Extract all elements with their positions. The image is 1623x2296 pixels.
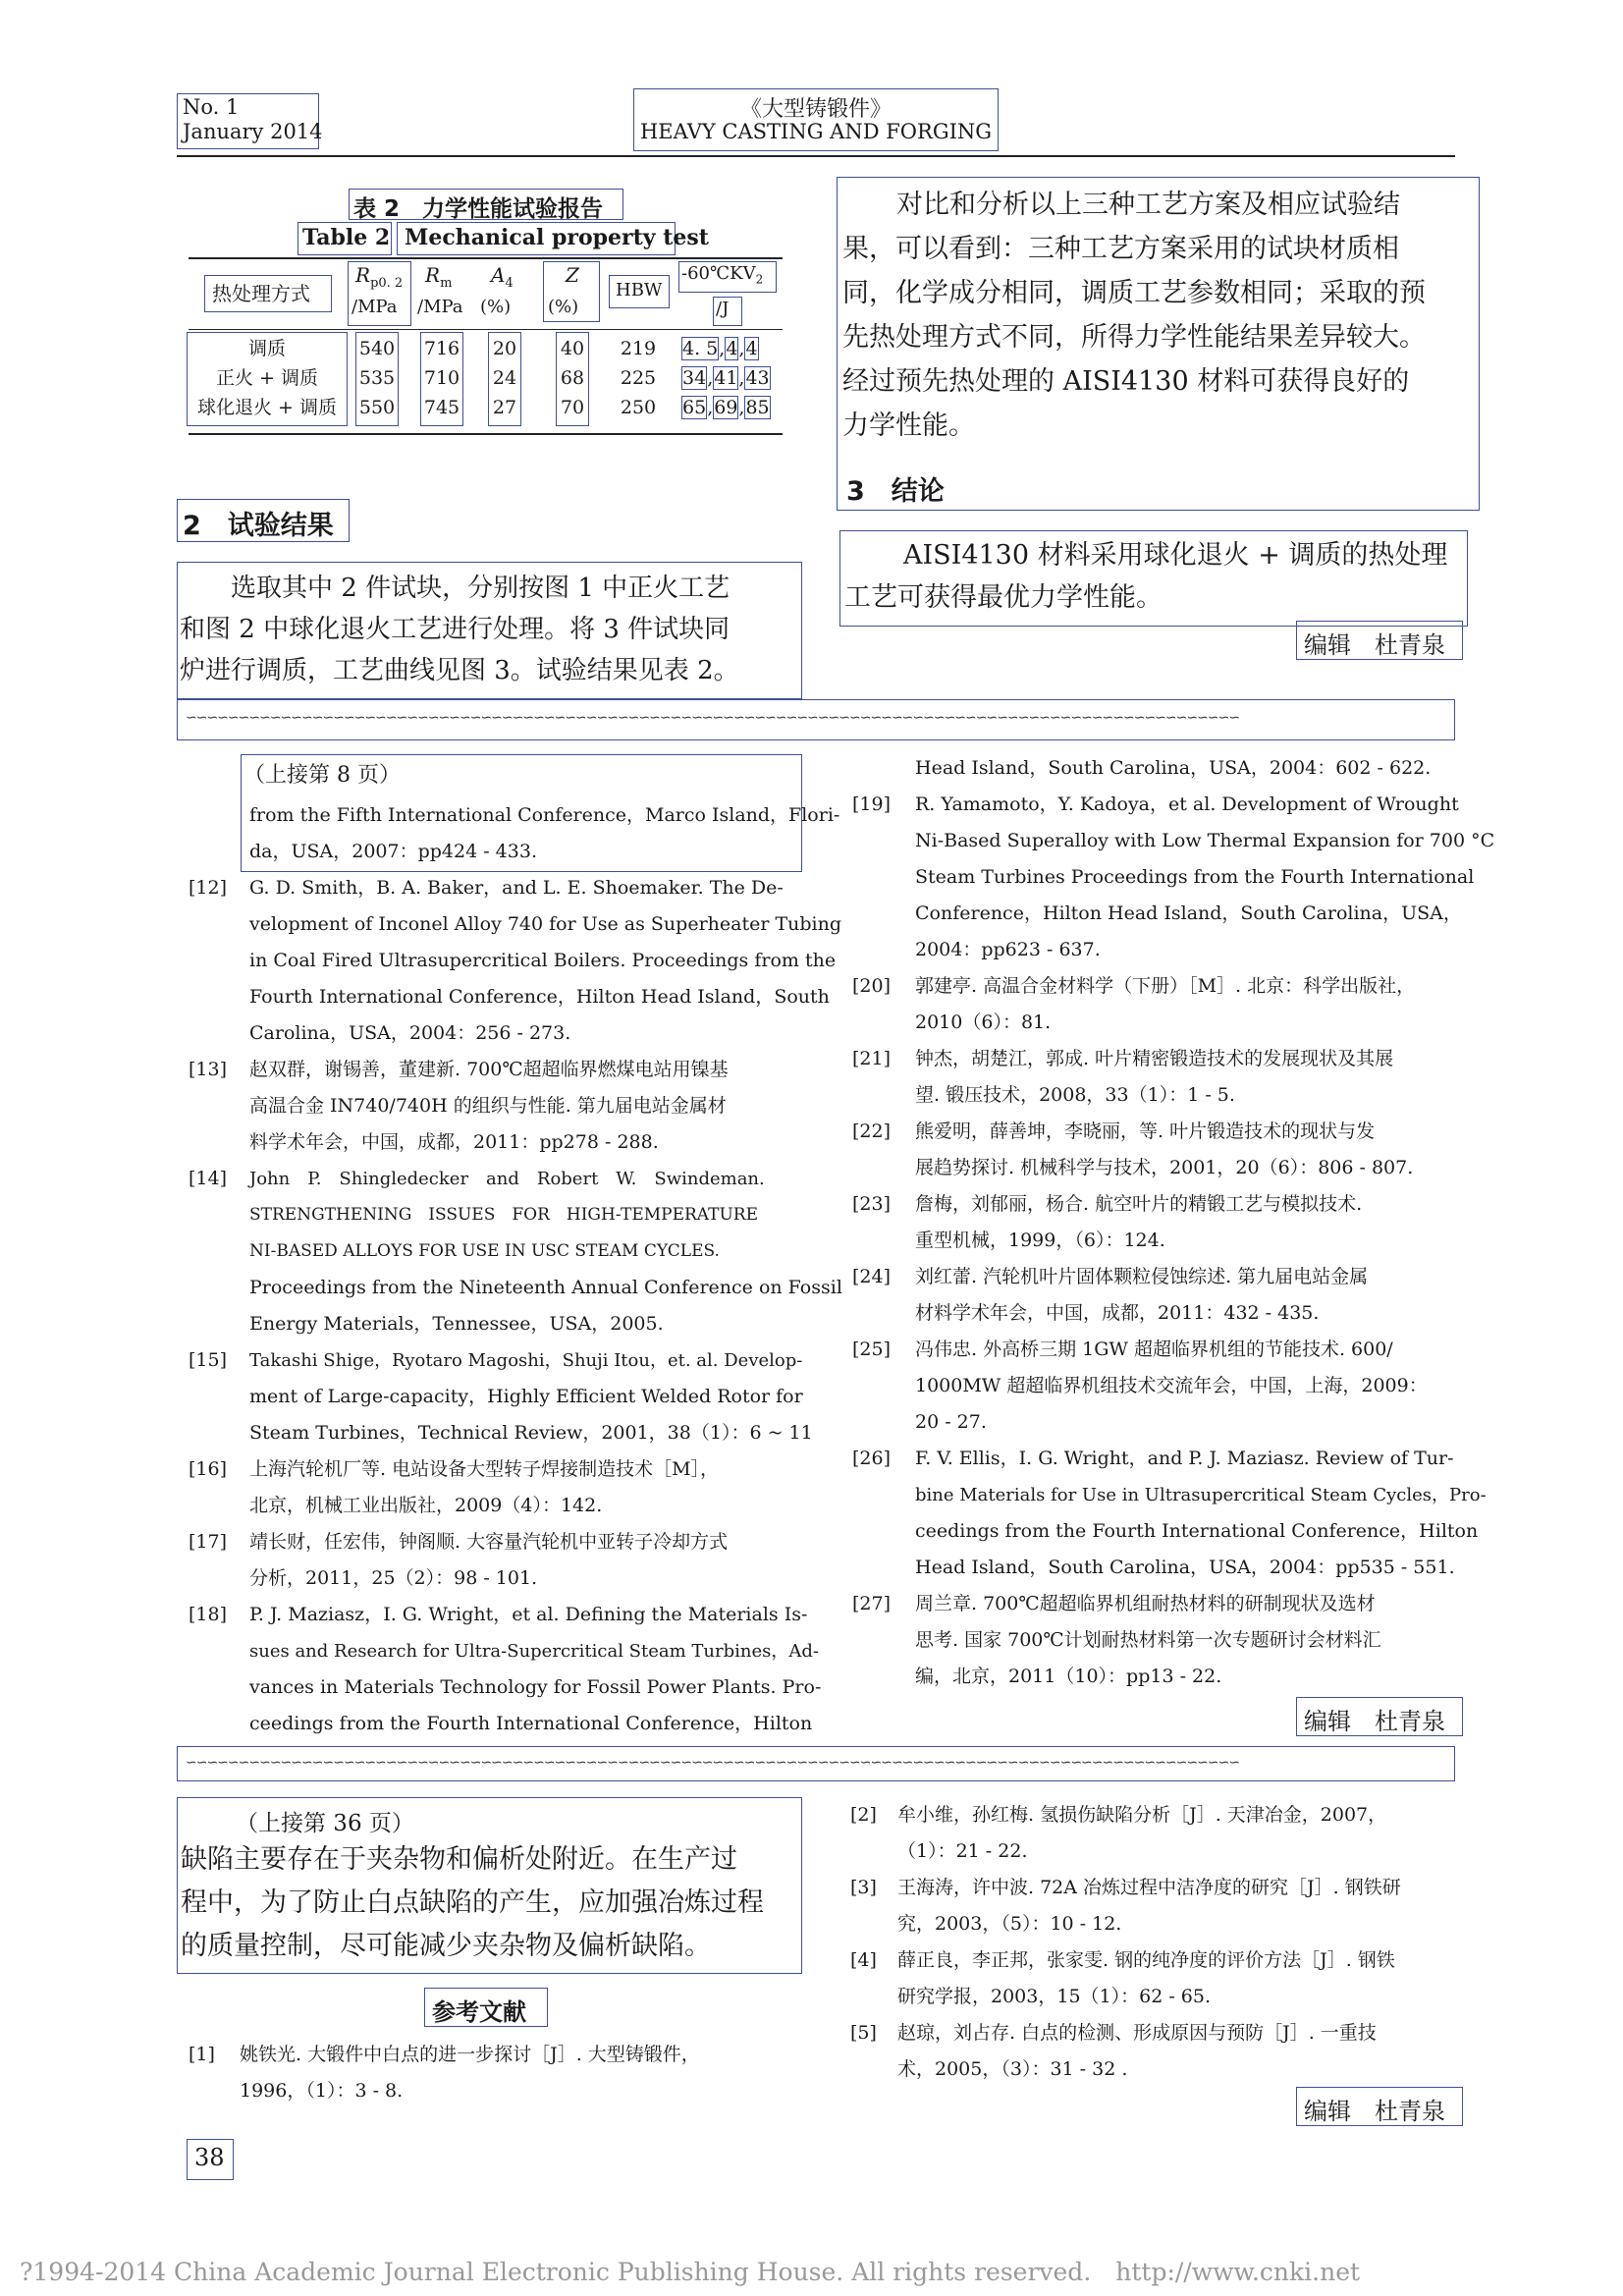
- td-kv-row: 4. 5,4,4: [682, 338, 758, 359]
- bottom-body: [181, 1838, 764, 1968]
- section2-body: [180, 568, 739, 691]
- ref-number: [21]: [852, 1048, 892, 1069]
- editor-credit: 编辑 杜青泉: [1304, 631, 1445, 659]
- ref-item: [3] 王海涛，许中波. 72A 冶炼过程中洁净度的研究［J］. 钢铁研 究，2003，（5）：10 - 12.: [846, 1870, 1465, 1942]
- paragraph-line: 工艺可获得最优力学性能。: [844, 582, 1163, 613]
- table-top-rule: [189, 257, 783, 259]
- ref-item: [5] 赵琼，刘占存. 白点的检测、形成原因与预防［J］. 一重技 术，2005，（3）：31 - 32 .: [846, 2015, 1465, 2088]
- issue-number: No. 1: [183, 95, 240, 119]
- divider-wave: [177, 699, 1455, 740]
- ref-item: [13] 赵双群，谢锡善，董建新. 700℃超超临界燃煤电站用镍基 高温合金 IN740/740H 的组织与性能. 第九届电站金属材 料学术年会，中国，成都，2011：pp278 - 288.: [187, 1052, 803, 1161]
- td-rm: 745: [423, 397, 460, 418]
- ref-number: [13]: [189, 1059, 228, 1080]
- ref-number: [3]: [850, 1877, 877, 1898]
- td-z-col: [556, 334, 589, 422]
- table-title-en-label-text: Table 2: [302, 225, 391, 250]
- table-title-en-text: Mechanical property test: [405, 225, 709, 250]
- continued-from: （上接第 8 页）: [243, 763, 401, 788]
- ref-number: [20]: [852, 975, 892, 997]
- ref-number: [18]: [189, 1604, 228, 1625]
- ref-item: [2] 牟小维，孙红梅. 氢损伤缺陷分析［J］. 天津冶金，2007， （1）：21 - 22.: [846, 1797, 1465, 1870]
- paragraph-line: 先热处理方式不同，所得力学性能结果差异较大。: [842, 322, 1426, 353]
- copyright-notice: ?1994-2014 China Academic Journal Electronic Publishing House. All rights reserved. http://www.cnki.net: [20, 2258, 1361, 2286]
- td-z: 70: [560, 397, 585, 418]
- continued-from: （上接第 36 页）: [236, 1811, 414, 1836]
- td-kv: 69: [714, 397, 738, 418]
- ref-number: [22]: [852, 1121, 892, 1142]
- td-method-col: [189, 334, 346, 422]
- td-kv: 41: [714, 367, 738, 389]
- td-kv: 34: [682, 367, 707, 389]
- ref-item: [4] 薛正良，李正邦，张家雯. 钢的纯净度的评价方法［J］. 钢铁 研究学报，2003，15（1）：62 - 65.: [846, 1942, 1465, 2015]
- table-bottom-rule: [189, 433, 783, 435]
- issue-date: January 2014: [183, 120, 323, 143]
- ref-item: Head Island，South Carolina，USA，2004：602 - 622.: [915, 757, 1432, 779]
- page-number: 38: [194, 2144, 225, 2171]
- journal-title-en: HEAVY CASTING AND FORGING: [639, 120, 993, 143]
- th-rp-unit: /MPa: [352, 297, 398, 317]
- td-method: 正火 + 调质: [216, 367, 318, 389]
- td-hbw: 225: [620, 367, 657, 389]
- editor-credit: 编辑 杜青泉: [1304, 1708, 1445, 1735]
- th-a-unit: (%): [480, 297, 512, 317]
- table-header-rule: [189, 329, 783, 330]
- ref-number: [12]: [189, 877, 228, 899]
- ref-item: from the Fifth International Conference，Marco Island，Flori- da，USA，2007：pp424 - 433.: [249, 804, 840, 862]
- th-rp: $R_{p0. 2}$: [355, 263, 404, 291]
- th-hbw: HBW: [616, 280, 663, 301]
- ref-number: [25]: [852, 1339, 892, 1360]
- editor-credit: 编辑 杜青泉: [1304, 2098, 1445, 2125]
- td-method: 球化退火 + 调质: [197, 397, 337, 418]
- th-z: Z: [566, 263, 579, 287]
- header-rule: [177, 155, 1455, 157]
- td-kv: 43: [745, 367, 770, 389]
- paragraph-line: 力学性能。: [842, 410, 975, 441]
- ref-number: [23]: [852, 1193, 892, 1215]
- ref-number: [2]: [850, 1804, 877, 1826]
- td-a: 27: [492, 397, 517, 418]
- divider-wave-text: ∽∽∽∽∽∽∽∽∽∽∽∽∽∽∽∽∽∽∽∽∽∽∽∽∽∽∽∽∽∽∽∽∽∽∽∽∽∽∽∽∽∽∽∽∽∽∽∽∽∽∽∽∽∽∽∽∽∽∽∽∽∽∽∽∽∽∽∽∽∽∽∽∽∽∽∽∽∽∽∽∽∽∽∽∽∽∽∽∽∽∽∽∽∽∽∽∽∽∽∽: [186, 1755, 1240, 1771]
- ref-item: [12] G. D. Smith，B. A. Baker，and L. E. Shoemaker. The De- velopment of Inconel Alloy 740 for Use as Superheater Tubing in Coal Fired Ultrasupercritical Boilers. Proceedings from the Fourth International Conference，Hilton Head Island，South Carolina，USA，2004：256 - 273.: [187, 870, 803, 1052]
- ref-item: [26] F. V. Ellis，I. G. Wright，and P. J. Maziasz. Review of Tur- bine Materials for Use in Ultrasupercritical Steam Cycles，Pro- ceedings from the Fourth International Conference，Hilton Head Island，South Carolina，USA，2004：pp535 - 551.: [846, 1441, 1465, 1586]
- divider-wave-text: ∽∽∽∽∽∽∽∽∽∽∽∽∽∽∽∽∽∽∽∽∽∽∽∽∽∽∽∽∽∽∽∽∽∽∽∽∽∽∽∽∽∽∽∽∽∽∽∽∽∽∽∽∽∽∽∽∽∽∽∽∽∽∽∽∽∽∽∽∽∽∽∽∽∽∽∽∽∽∽∽∽∽∽∽∽∽∽∽∽∽∽∽∽∽∽∽∽∽∽∽: [186, 710, 1240, 726]
- ref-item: [14] John P. Shingledecker and Robert W. Swindeman. STRENGTHENING ISSUES FOR HIGH-TEMPERATURE NI-BASED ALLOYS FOR USE IN USC STEAM CYCLES. Proceedings from the Nineteenth Annual Conference on Fossil Energy Materials，Tennessee，USA，2005.: [187, 1161, 803, 1342]
- ref-item: [17] 靖长财，任宏伟，钟阁顺. 大容量汽轮机中亚转子冷却方式 分析，2011，25（2）：98 - 101.: [187, 1524, 803, 1597]
- th-kv-unit: /J: [716, 299, 730, 319]
- paragraph-line: 炉进行调质，工艺曲线见图 3。试验结果见表 2。: [180, 656, 739, 685]
- td-rp: 540: [358, 338, 396, 359]
- paragraph-line: 果，可以看到：三种工艺方案采用的试块材质相: [842, 234, 1399, 264]
- ref-item: [27] 周兰章. 700℃超超临界机组耐热材料的研制现状及选材 思考. 国家 700℃计划耐热材料第一次专题研讨会材料汇 编，北京，2011（10）：pp13 - 22.: [846, 1586, 1465, 1695]
- ref-item: [1] 姚铁光. 大锻件中白点的进一步探讨［J］. 大型铸锻件， 1996，（1）：3 - 8.: [187, 2037, 803, 2109]
- references-heading: 参考文献: [432, 1998, 526, 2026]
- ref-number: [19]: [852, 793, 892, 815]
- ref-number: [16]: [189, 1458, 228, 1480]
- td-a: 24: [492, 367, 517, 389]
- table-title-cn-text: 表 2 力学性能试验报告: [353, 196, 604, 222]
- td-kv: 4: [726, 338, 738, 359]
- ref-number: [1]: [189, 2044, 215, 2065]
- paragraph-line: AISI4130 材料采用球化退火 + 调质的热处理: [903, 540, 1448, 571]
- th-z-unit: (%): [548, 297, 579, 317]
- divider-wave: [177, 1746, 1455, 1781]
- td-z: 68: [560, 367, 585, 389]
- ref-item: [22] 熊爱明，薛善坤，李晓丽，等. 叶片锻造技术的现状与发 展趋势探讨. 机械科学与技术，2001，20（6）：806 - 807.: [846, 1114, 1465, 1186]
- ref-item: [24] 刘红蕾. 汽轮机叶片固体颗粒侵蚀综述. 第九届电站金属 材料学术年会，中国，成都，2011：432 - 435.: [846, 1259, 1465, 1332]
- td-rm: 710: [423, 367, 460, 389]
- refs-mid-right: [846, 750, 1495, 1695]
- refs-mid-left: [187, 797, 842, 1742]
- paragraph-line: 的质量控制，尽可能减少夹杂物及偏析缺陷。: [181, 1931, 711, 1961]
- td-hbw: 219: [620, 338, 657, 359]
- ref-item: [15] Takashi Shige，Ryotaro Magoshi，Shuji Itou，et. al. Develop- ment of Large-capacity，Highly Efficient Welded Rotor for Steam Turbines，Technical Review，2001，38（1）：6 ~ 11: [187, 1342, 803, 1451]
- td-method: 调质: [247, 338, 286, 359]
- conclusion-body: [844, 534, 1447, 619]
- td-rp: 550: [358, 397, 396, 418]
- ref-number: [5]: [850, 2022, 877, 2044]
- td-kv-row: 65,69,85: [682, 397, 770, 418]
- refs-bottom-left: [187, 2037, 803, 2109]
- td-rm: 716: [423, 338, 460, 359]
- analysis-body: [842, 183, 1426, 448]
- td-a-col: [488, 334, 521, 422]
- ref-item: [21] 钟杰，胡楚江，郭成. 叶片精密锻造技术的发展现状及其展 望. 锻压技术，2008，33（1）：1 - 5.: [846, 1041, 1465, 1114]
- td-hbw-col: [617, 334, 660, 422]
- ref-item: [23] 詹梅，刘郁丽，杨合. 航空叶片的精锻工艺与模拟技术. 重型机械，1999，（6）：124.: [846, 1186, 1465, 1259]
- ref-item: [19] R. Yamamoto，Y. Kadoya，et al. Development of Wrought Ni-Based Superalloy with Low Thermal Expansion for 700 °C Steam Turbines Proceedings from the Fourth International Conference，Hilton Head Island，South Carolina，USA， 2004：pp623 - 637.: [846, 787, 1465, 968]
- td-z: 40: [560, 338, 585, 359]
- th-kv: $-60℃KV_2$: [681, 263, 764, 287]
- th-a: $A_4$: [491, 263, 514, 291]
- td-a: 20: [492, 338, 517, 359]
- paragraph-line: 同，化学成分相同，调质工艺参数相同；采取的预: [842, 278, 1426, 308]
- paragraph-line: 缺陷主要存在于夹杂物和偏析处附近。在生产过: [181, 1844, 737, 1875]
- ref-item: [20] 郭建亭. 高温合金材料学（下册）［M］. 北京：科学出版社， 2010（6）：81.: [846, 968, 1465, 1041]
- th-rm: $R_m$: [425, 263, 453, 291]
- section2-heading: 2 试验结果: [183, 511, 334, 541]
- paragraph-line: 和图 2 中球化退火工艺进行处理。将 3 件试块同: [180, 615, 730, 644]
- th-method: 热处理方式: [212, 282, 310, 305]
- th-rm-unit: /MPa: [417, 297, 463, 317]
- td-rp: 535: [358, 367, 396, 389]
- ref-number: [4]: [850, 1949, 877, 1971]
- td-kv: 85: [745, 397, 770, 418]
- ref-number: [26]: [852, 1448, 892, 1469]
- ref-number: [17]: [189, 1531, 228, 1553]
- td-rm-col: [420, 334, 463, 422]
- ref-item: [16] 上海汽轮机厂等. 电站设备大型转子焊接制造技术［M］， 北京，机械工业出版社，2009（4）：142.: [187, 1451, 803, 1524]
- paragraph-line: 选取其中 2 件试块，分别按图 1 中正火工艺: [231, 574, 730, 603]
- ref-number: [15]: [189, 1349, 228, 1371]
- paragraph-line: 程中，为了防止白点缺陷的产生，应加强冶炼过程: [181, 1887, 764, 1918]
- paragraph-line: 经过预先热处理的 AISI4130 材料可获得良好的: [842, 366, 1410, 397]
- paragraph-line: 对比和分析以上三种工艺方案及相应试验结: [896, 190, 1400, 220]
- td-kv: 4: [745, 338, 758, 359]
- td-kv: 4. 5: [682, 338, 719, 359]
- td-rp-col: [355, 334, 399, 422]
- td-kv-row: 34,41,43: [682, 367, 770, 389]
- td-kv-col: [681, 334, 772, 422]
- td-kv: 65: [682, 397, 707, 418]
- ref-item: [18] P. J. Maziasz，I. G. Wright，et al. Defining the Materials Is- sues and Research for Ultra-Supercritical Steam Turbines，Ad- vances in Materials Technology for Fossil Power Plants. Pro- ceedings from the Fourth International Conference，Hilton: [187, 1597, 803, 1742]
- ref-item: [25] 冯伟忠. 外高桥三期 1GW 超超临界机组的节能技术. 600/ 1000MW 超超临界机组技术交流年会，中国，上海，2009： 20 - 27.: [846, 1332, 1465, 1441]
- ref-number: [27]: [852, 1593, 892, 1614]
- ref-number: [14]: [189, 1168, 228, 1189]
- journal-title-cn: 《大型铸锻件》: [739, 97, 892, 122]
- refs-bottom-right: [846, 1797, 1465, 2088]
- td-hbw: 250: [620, 397, 657, 418]
- ref-number: [24]: [852, 1266, 892, 1287]
- section3-heading: 3 结论: [846, 476, 945, 507]
